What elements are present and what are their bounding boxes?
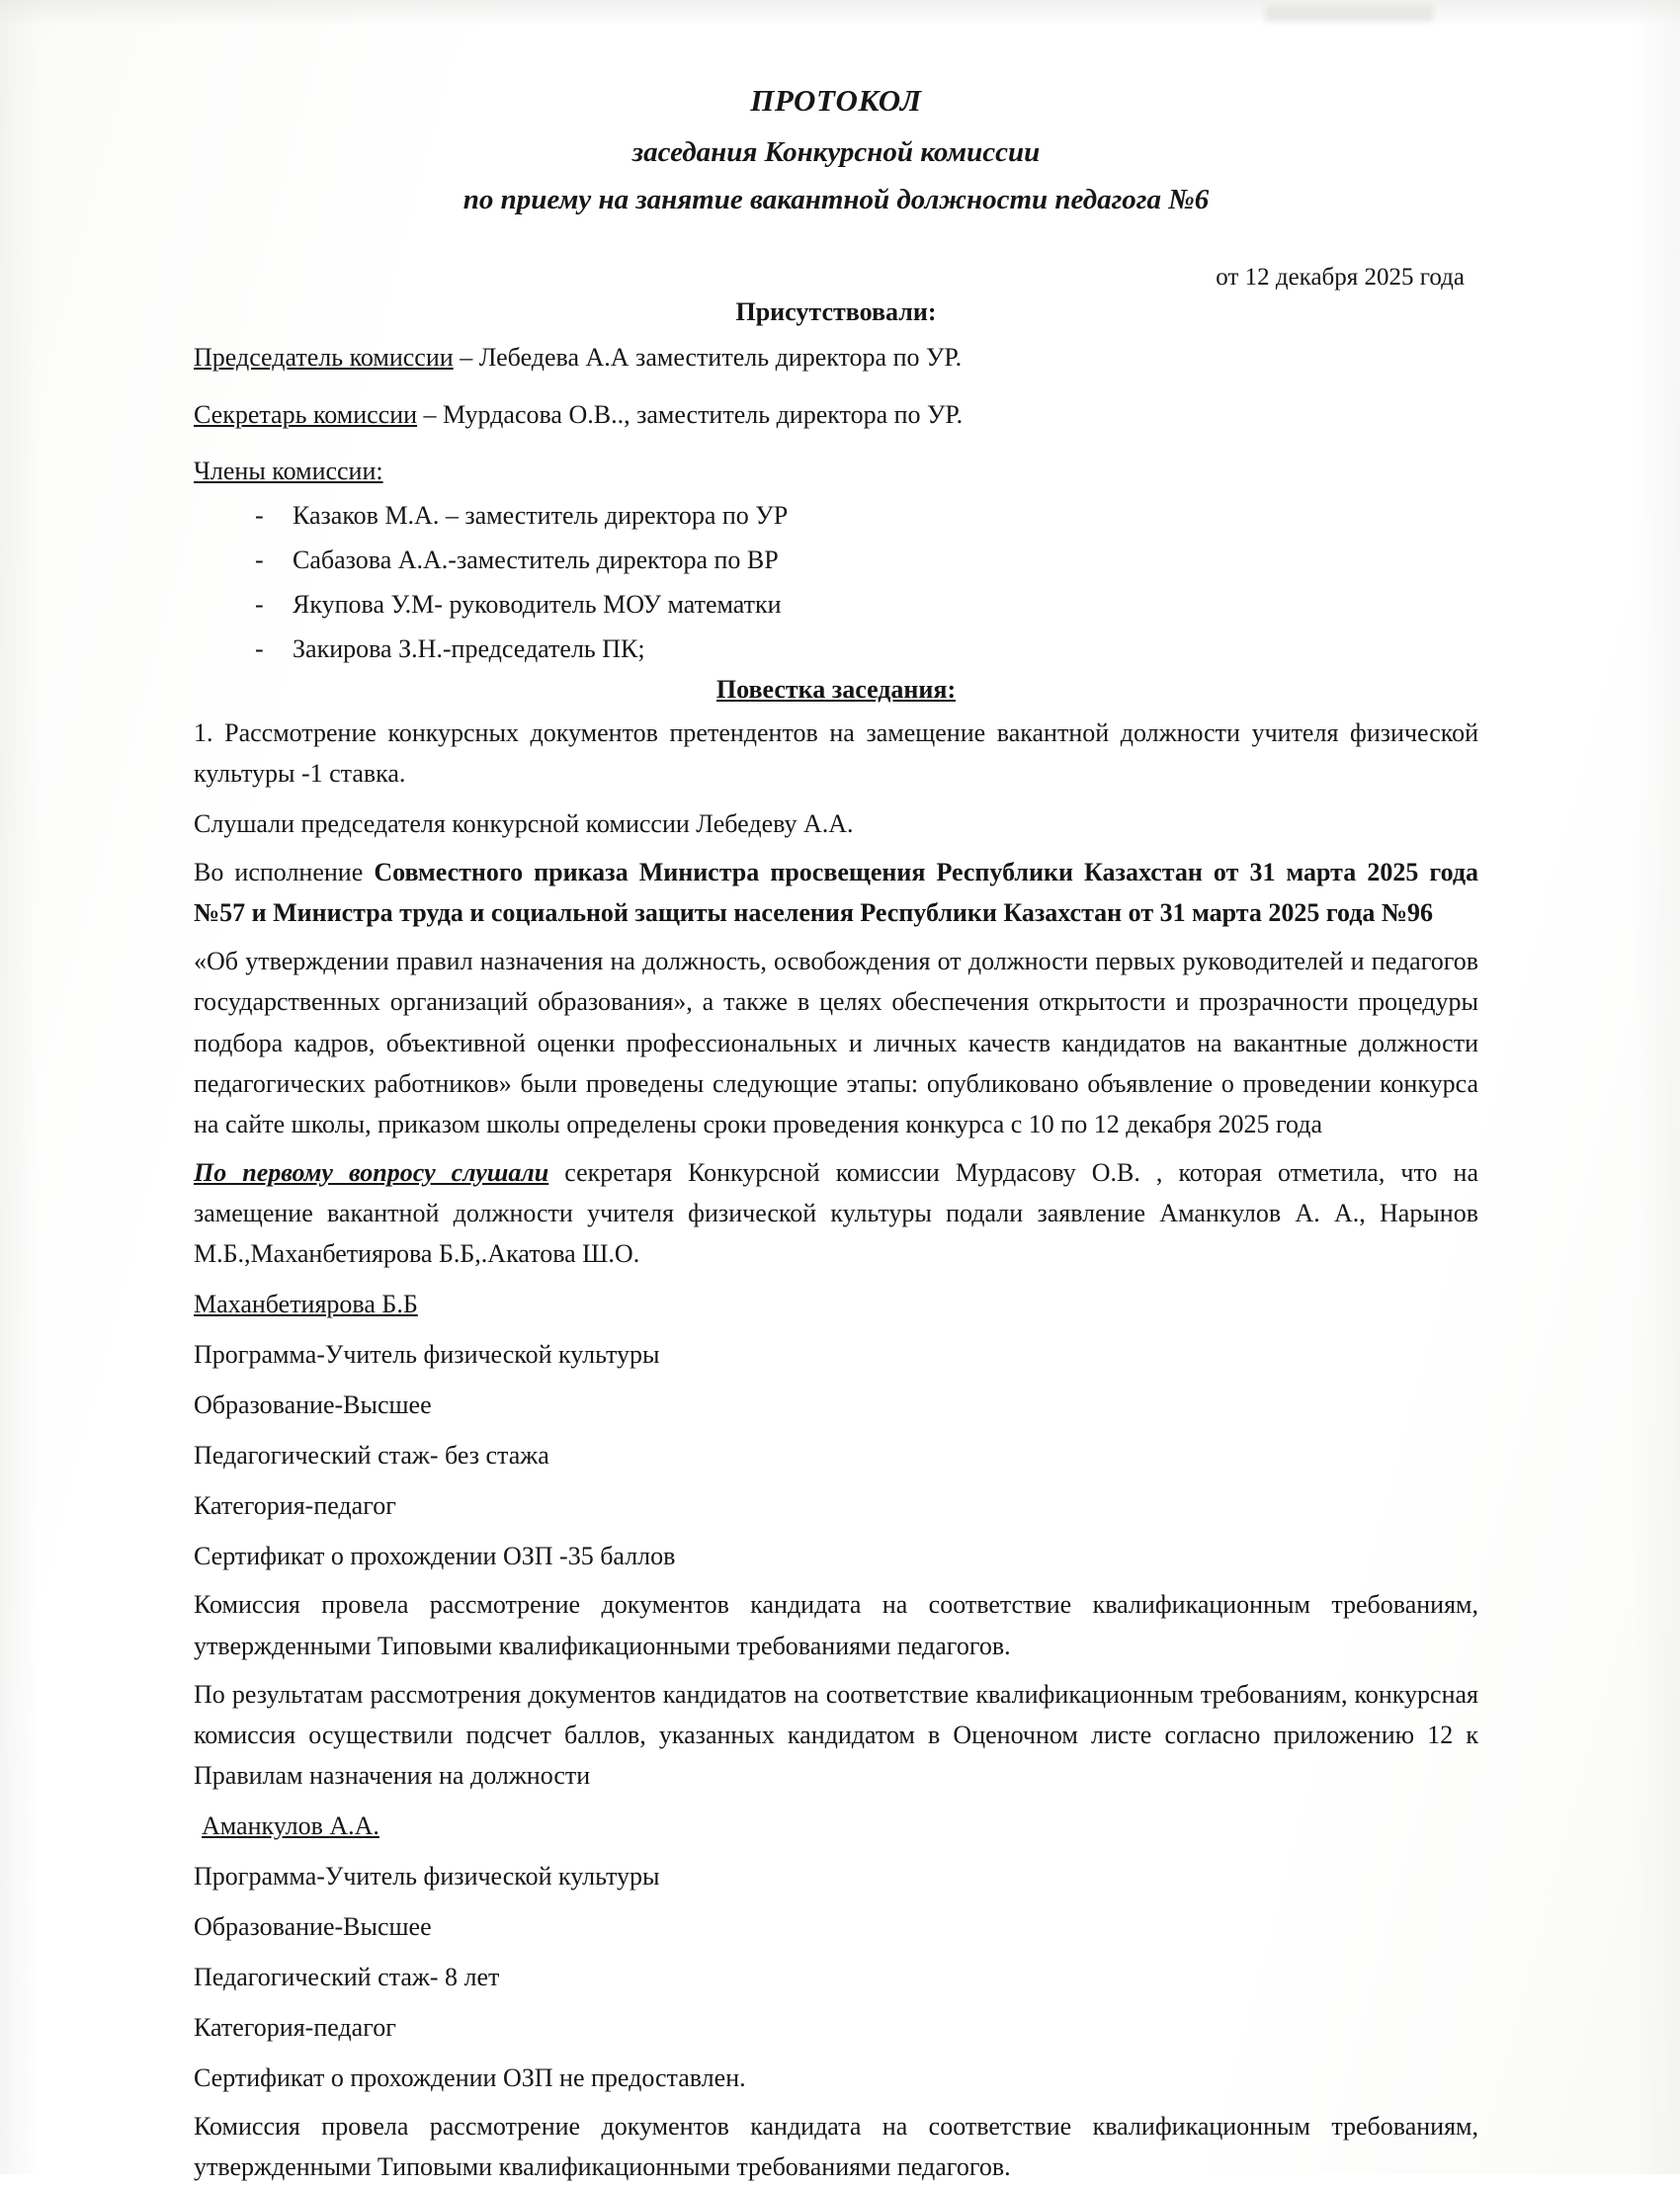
candidate-program: Программа-Учитель физической культуры — [194, 1861, 660, 1891]
list-item — [255, 580, 1478, 625]
candidate-experience: Педагогический стаж- 8 лет — [194, 1963, 500, 1992]
candidate-name-label: Аманкулов А.А. — [202, 1810, 379, 1840]
document-title: ПРОТОКОЛ — [750, 83, 922, 118]
candidate-name — [194, 1796, 1478, 1846]
order-lead-text: Во исполнение — [194, 858, 375, 887]
candidate-name-label: Маханбетиярова Б.Б — [194, 1289, 418, 1318]
candidate-category: Категория-педагог — [194, 2013, 396, 2043]
chairman-details: – Лебедева А.А заместитель директора по УР. — [453, 343, 963, 373]
rules-paragraph: «Об утверждении правил назначения на должность, освобождения от должности первых руководителей и педагогов государственных организаций образования», а также в целях обеспечения открытости и прозрачности процедуры подбора кадров, объективной оценки профессиональных и личных качеств кандидатов на вакантные должности педагогических работников» были проведены следующие этапы: опубликовано объявление о проведении конкурса на сайте школы, приказом школы определены сроки проведения конкурса с 10 по 12 декабря 2025 года — [194, 947, 1478, 1138]
order-bold-text-2: 31 марта 2025 года №96 — [1159, 898, 1434, 928]
first-question-rest: секретаря Конкурсной комиссии Мурдасову О.В. , которая отметила, что на замещение вакантной должности учителя физической культуры подали заявление Аманкулов А. А., Нарынов М.Б.,Маханбетиярова Б.Б,.Акатова Ш.О. — [194, 1157, 1478, 1268]
members-heading-label: Члены комиссии: — [194, 456, 383, 485]
agenda-heading — [194, 669, 1478, 705]
candidate-program: Программа-Учитель физической культуры — [194, 1340, 660, 1370]
document-page — [194, 0, 1478, 2182]
secretary-details: – Мурдасова О.В.., заместитель директора по УР. — [417, 399, 964, 429]
candidate-certificate: Сертификат о прохождении ОЗП -35 баллов — [194, 1542, 676, 1571]
document-date: от 12 декабря 2025 года — [1216, 264, 1465, 292]
secretary-label: Секретарь комиссии — [194, 399, 418, 429]
candidate-review-paragraph: Комиссия провела рассмотрение документов кандидата на соответствие квалификационным требованиям, утвержденными Типовыми квалификационными требованиями педагогов. — [194, 2112, 1478, 2182]
bullet-dash-icon: - — [255, 500, 264, 530]
candidate-certificate: Сертификат о прохождении ОЗП не предоставлен. — [194, 2063, 746, 2093]
list-item — [255, 491, 1478, 536]
member-text: Сабазова А.А.-заместитель директора по ВР — [293, 545, 779, 574]
members-heading — [194, 441, 1478, 491]
list-item — [255, 625, 1478, 669]
member-text: Казаков М.А. – заместитель директора по УР — [293, 500, 789, 530]
first-question-emphasis: По первому вопросу слушали — [194, 1157, 549, 1187]
heard-chairman-line: Слушали председателя конкурсной комиссии Лебедеву А.А. — [194, 809, 854, 839]
document-subtitle-line-2: по приему на занятие вакантной должности педагога №6 — [462, 183, 1210, 215]
bullet-dash-icon: - — [255, 545, 264, 574]
list-item — [255, 536, 1478, 580]
candidate-education: Образование-Высшее — [194, 1912, 432, 1941]
member-text: Закирова З.Н.-председатель ПК; — [293, 633, 645, 663]
candidate-review-paragraph: Комиссия провела рассмотрение документов кандидата на соответствие квалификационным требованиям, утвержденными Типовыми квалификационными требованиями педагогов. — [194, 1590, 1478, 1660]
order-bold-text: Совместного приказа Министра просвещения Республики Казахстан от 31 марта 2025 года №57 и Министра труда и социальной защиты населения Республики Казахстан от — [194, 858, 1478, 928]
candidate-education: Образование-Высшее — [194, 1390, 432, 1420]
member-text: Якупова У.М- руководитель МОУ математки — [293, 589, 782, 619]
document-subtitle-line-1: заседания Конкурсной комиссии — [631, 135, 1041, 168]
agenda-heading-label: Повестка заседания: — [715, 674, 957, 704]
bullet-dash-icon: - — [255, 633, 264, 663]
attendees-heading: Присутствовали: — [735, 297, 937, 327]
ministerial-order-paragraph — [194, 844, 1478, 933]
candidate-experience: Педагогический стаж- без стажа — [194, 1441, 549, 1471]
candidate-name — [194, 1274, 1478, 1324]
secretary-line — [194, 384, 1478, 435]
first-question-paragraph — [194, 1144, 1478, 1274]
chairman-line — [194, 327, 1478, 378]
bullet-dash-icon: - — [255, 589, 264, 619]
commission-members-list — [194, 491, 1478, 669]
agenda-item-1: 1. Рассмотрение конкурсных документов претендентов на замещение вакантной должности учителя физической культуры -1 ставка. — [194, 717, 1478, 789]
candidate-category: Категория-педагог — [194, 1491, 396, 1521]
candidate-scoring-paragraph: По результатам рассмотрения документов кандидатов на соответствие квалификационным требованиям, конкурсная комиссия осуществили подсчет баллов, указанных кандидатом в Оценочном листе согласно приложению 12 к Правилам назначения на должности — [194, 1679, 1478, 1790]
chairman-label: Председатель комиссии — [194, 343, 454, 373]
